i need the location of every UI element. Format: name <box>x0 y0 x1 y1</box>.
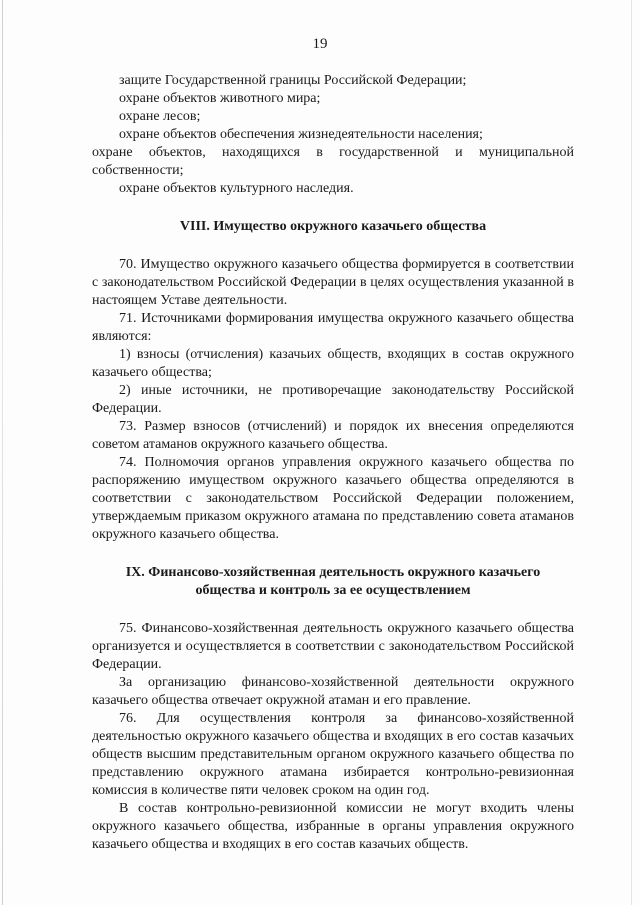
scan-edge-left <box>2 0 3 905</box>
page-number: 19 <box>312 36 328 52</box>
intro-item: охране объектов животного мира; <box>119 91 321 106</box>
list-item-1: 1) взносы (отчисления) казачьих обществ, входящих в состав окружного казачьего общества; <box>92 347 574 380</box>
scan-edge-right <box>631 0 632 905</box>
paragraph-75-continued: За организацию финансово-хозяйственной деятельности окружного казачьего общества отвечает окружной атаман и его правление. <box>92 675 574 708</box>
section-heading-ix <box>92 564 574 600</box>
paragraph-71: 71. Источниками формирования имущества окружного казачьего общества являются: <box>92 311 574 344</box>
paragraph-76: 76. Для осуществления контроля за финансово-хозяйственной деятельностью окружного казачьего общества и входящих в его состав казачьих обществ высшим представительным органом окружного казачьего общества по представлению окружного атамана избирается контрольно-ревизионная комиссия в количестве пяти человек сроком на один год. <box>92 711 574 798</box>
document-body <box>92 72 574 854</box>
section-heading-viii: VIII. Имущество окружного казачьего общества <box>179 219 487 234</box>
paragraph-70: 70. Имущество окружного казачьего общества формируется в соответствии с законодательством Российской Федерации в целях осуществления указанной в настоящем Уставе деятельности. <box>92 257 574 308</box>
intro-item: защите Государственной границы Российской Федерации; <box>119 73 467 88</box>
list-item-2: 2) иные источники, не противоречащие законодательству Российской Федерации. <box>92 383 574 416</box>
intro-item: охране объектов, находящихся в государственной и муниципальной собственности; <box>92 145 574 178</box>
intro-item: охране объектов обеспечения жизнедеятельности населения; <box>119 127 483 142</box>
intro-item: охране лесов; <box>119 109 201 124</box>
paragraph-73: 73. Размер взносов (отчислений) и порядок их внесения определяются советом атаманов окружного казачьего общества. <box>92 419 574 452</box>
paragraph-74: 74. Полномочия органов управления окружного казачьего общества по распоряжению имуществом окружного казачьего общества определяются в соответствии с законодательством Российской Федерации положением, утверждаемым приказом окружного атамана по представлению совета атаманов окружного казачьего общества. <box>92 455 574 542</box>
intro-item: охране объектов культурного наследия. <box>119 181 354 196</box>
section-heading-ix-line2: общества и контроль за ее осуществлением <box>195 583 471 598</box>
paragraph-76-continued: В состав контрольно-ревизионной комиссии не могут входить члены окружного казачьего общества, избранные в органы управления окружного казачьего общества и входящих в его состав казачьих обществ. <box>92 801 574 852</box>
paragraph-75: 75. Финансово-хозяйственная деятельность окружного казачьего общества организуется и осуществляется в соответствии с законодательством Российской Федерации. <box>92 621 574 672</box>
section-heading-ix-line1: IX. Финансово-хозяйственная деятельность окружного казачьего <box>125 565 541 580</box>
